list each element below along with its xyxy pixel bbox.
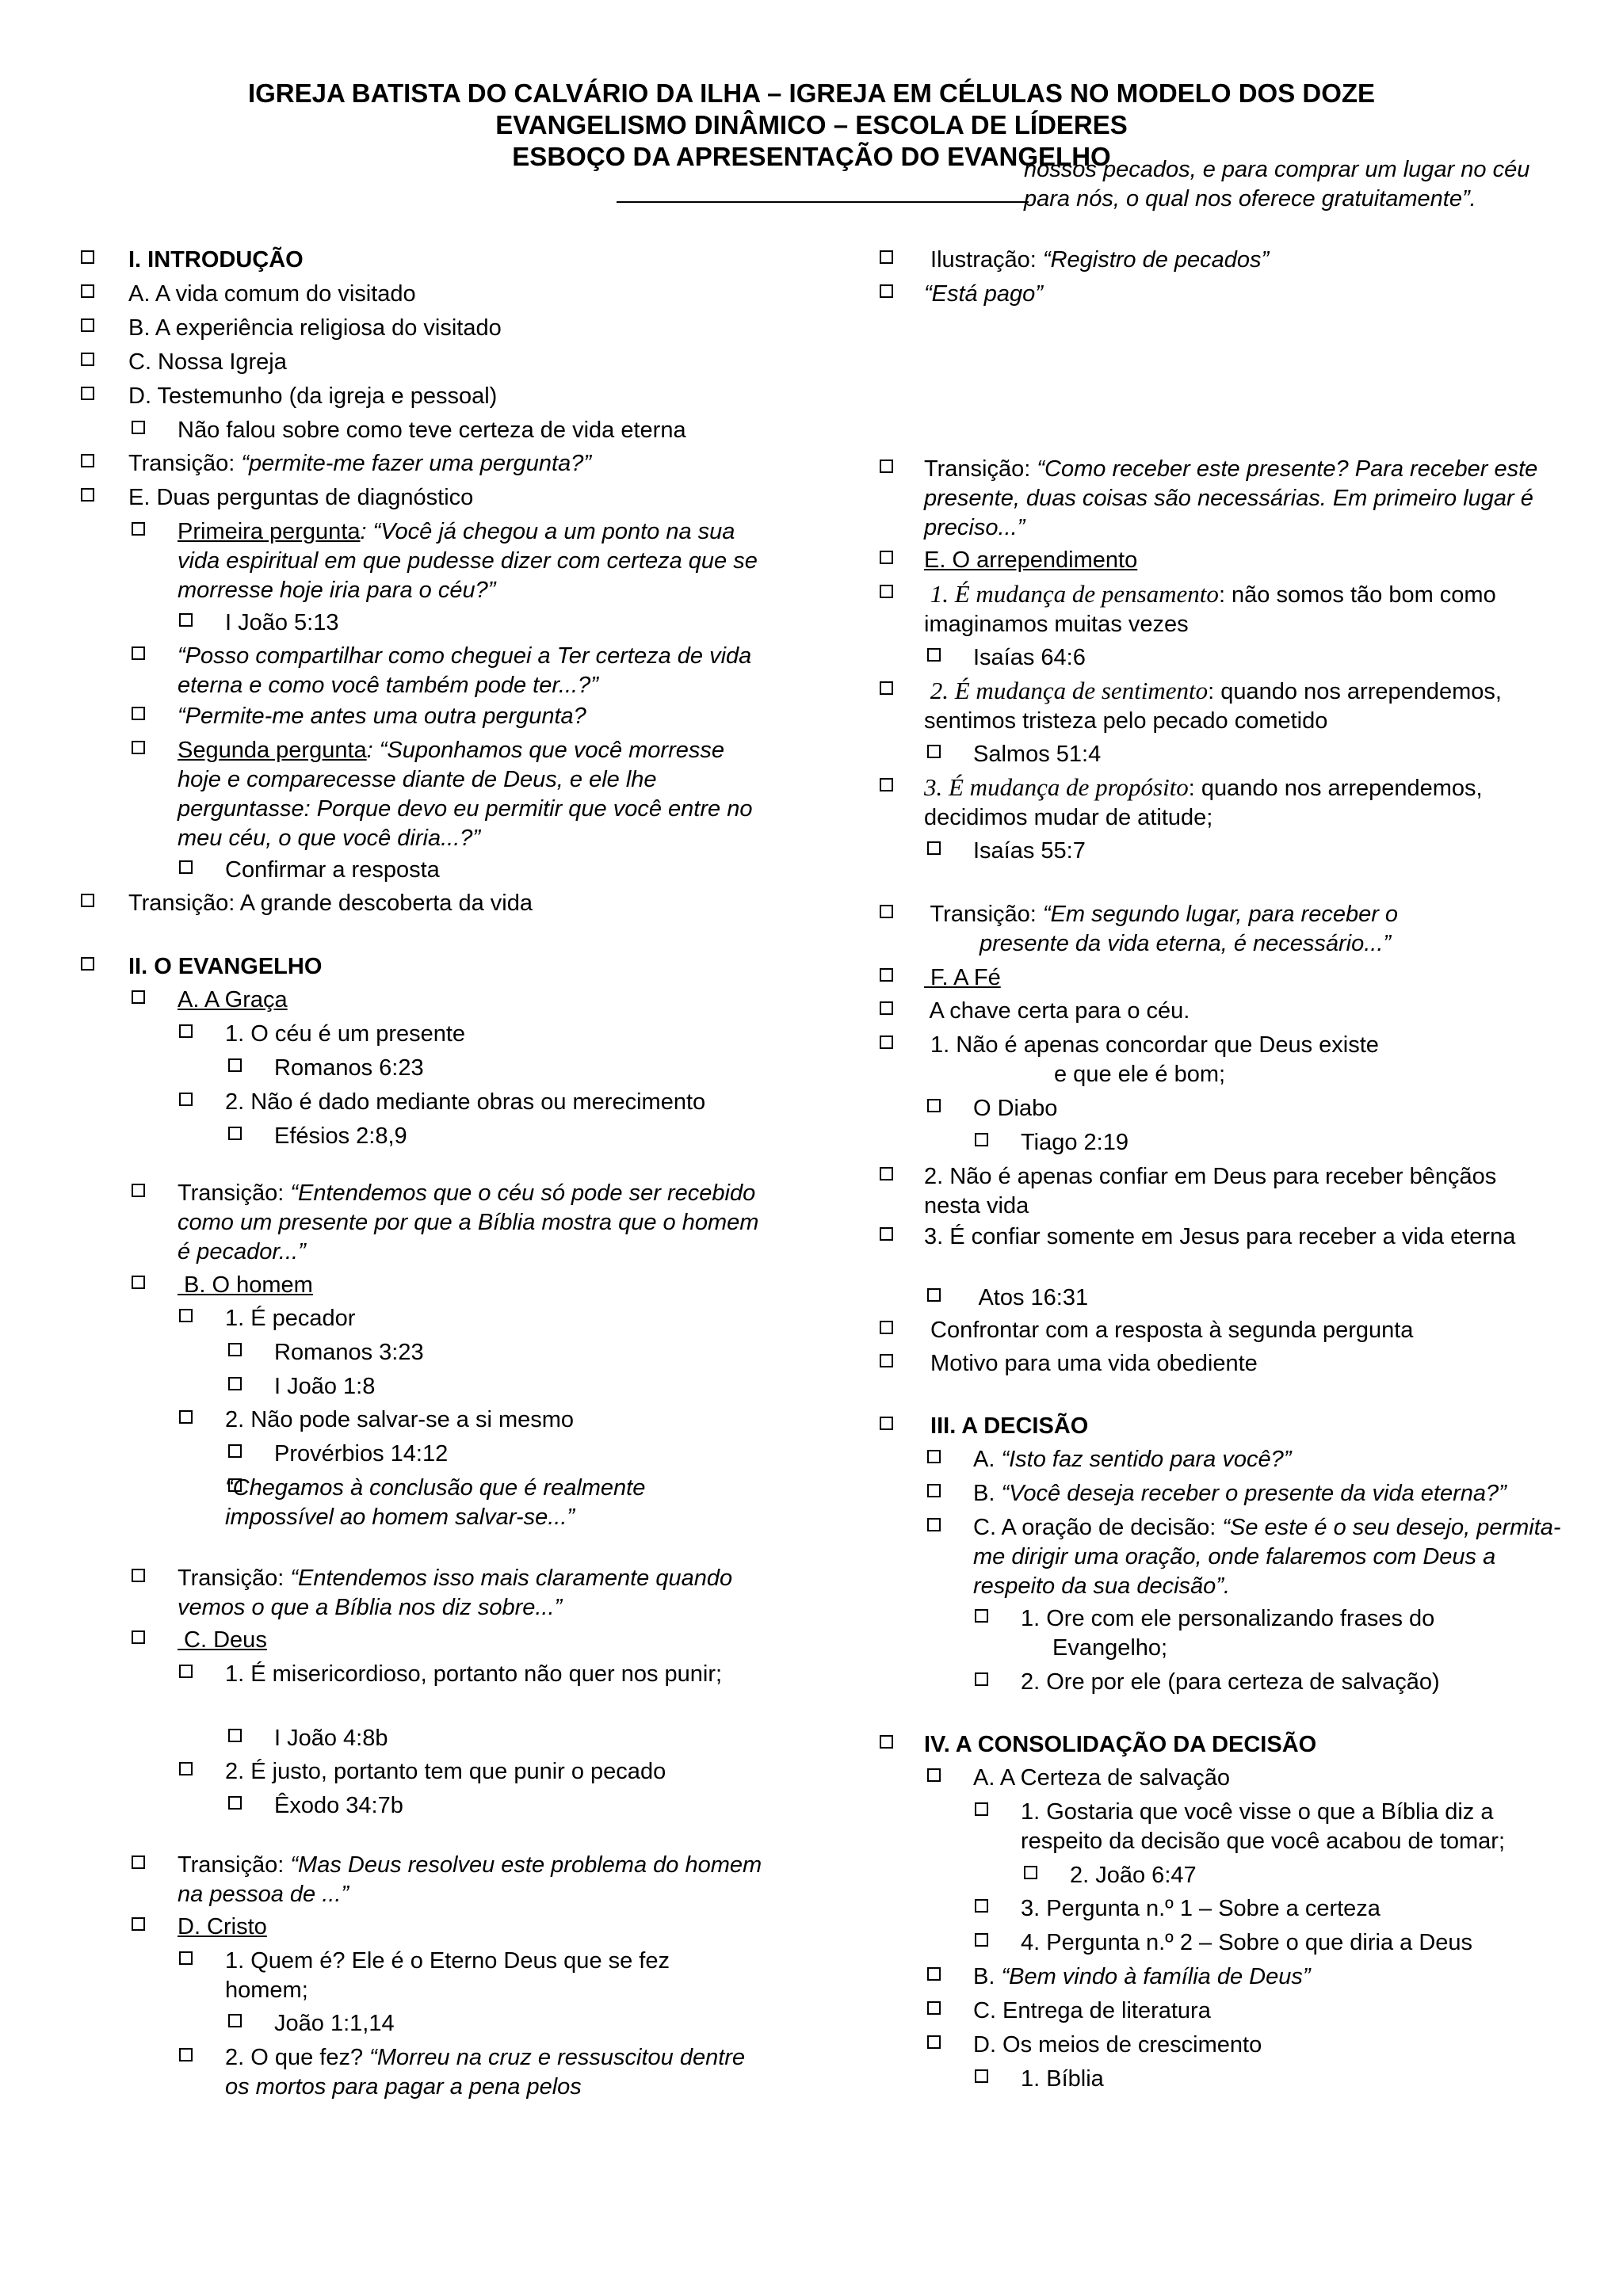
outline-item — [973, 1962, 1575, 1992]
checkbox[interactable] — [81, 894, 94, 907]
outline-item — [178, 736, 764, 853]
outline-item: O Diabo — [973, 1096, 1058, 1121]
checkbox[interactable] — [880, 968, 893, 982]
outline-item — [178, 1851, 764, 1909]
label: Transição: — [924, 902, 1043, 927]
checkbox[interactable] — [132, 646, 145, 660]
outline-item: Tiago 2:19 — [1021, 1130, 1128, 1155]
checkbox[interactable] — [179, 860, 193, 874]
outline-item: A. A Certeza de salvação — [973, 1765, 1231, 1791]
label: Primeira pergunta — [178, 519, 361, 544]
label: 2. O que fez? — [225, 2045, 370, 2070]
label: Transição: — [178, 1180, 291, 1206]
label: Transição: — [178, 1852, 291, 1878]
label: 2. É mudança de sentimento — [924, 677, 1209, 704]
checkbox[interactable] — [81, 353, 94, 366]
quote: “Bem vindo à família de Deus” — [1001, 1964, 1311, 1989]
outline-item: 3. Pergunta n.º 1 – Sobre a certeza — [1021, 1896, 1381, 1921]
outline-item: Salmos 51:4 — [973, 742, 1102, 767]
outline-item: 1. Gostaria que você visse o que a Bíblia diz a respeito da decisão que você acabou de tomar; — [1021, 1799, 1506, 1854]
outline-item: 2. João 6:47 — [1070, 1863, 1197, 1888]
outline-item: D. Cristo — [178, 1914, 267, 1939]
checkbox[interactable] — [132, 1276, 145, 1289]
outline-item: Efésios 2:8,9 — [274, 1123, 407, 1149]
outline-item: 1. Bíblia — [1021, 2066, 1104, 2092]
checkbox[interactable] — [81, 318, 94, 332]
checkbox[interactable] — [880, 1354, 893, 1367]
outline-item: E. O arrependimento — [924, 547, 1138, 573]
outline-item: B. O homem — [178, 1272, 313, 1298]
outline-item: Romanos 6:23 — [274, 1055, 424, 1081]
checkbox[interactable] — [132, 522, 145, 536]
checkbox[interactable] — [880, 905, 893, 918]
checkbox[interactable] — [880, 1035, 893, 1049]
checkbox[interactable] — [880, 460, 893, 473]
outline-item — [973, 1513, 1575, 1601]
outline-item: 1. Não é apenas concordar que Deus existe — [924, 1032, 1379, 1058]
checkbox[interactable] — [880, 1321, 893, 1334]
outline-item: 2. Ore por ele (para certeza de salvação) — [1021, 1669, 1440, 1695]
checkbox[interactable] — [927, 1099, 941, 1112]
checkbox[interactable] — [975, 1672, 988, 1686]
checkbox[interactable] — [81, 284, 94, 298]
checkbox[interactable] — [927, 1967, 941, 1981]
outline-item — [973, 1479, 1591, 1508]
quote: “Se este é o seu desejo, permita-me dirigir uma oração, onde falaremos com Deus a respeito da sua decisão”. — [973, 1515, 1561, 1599]
outline-item: Motivo para uma vida obediente — [924, 1351, 1258, 1376]
checkbox[interactable] — [132, 990, 145, 1004]
outline-item — [225, 1474, 732, 1532]
label: Ilustração: — [924, 247, 1043, 273]
checkbox[interactable] — [975, 1933, 988, 1947]
outline-item — [924, 246, 1574, 275]
quote: “Chegamos à conclusão que é realmente impossível ao homem salvar-se...” — [225, 1475, 646, 1530]
section-decisao-title: III. A DECISÃO — [924, 1413, 1089, 1439]
checkbox[interactable] — [132, 1855, 145, 1869]
checkbox[interactable] — [880, 1417, 893, 1430]
checkbox[interactable] — [81, 250, 94, 264]
header-line-3: ESBOÇO DA APRESENTAÇÃO DO EVANGELHO — [512, 142, 1111, 171]
outline-item: E. Duas perguntas de diagnóstico — [128, 485, 474, 510]
label: A. — [973, 1447, 1002, 1472]
checkbox[interactable] — [81, 488, 94, 502]
header-line-1: IGREJA BATISTA DO CALVÁRIO DA ILHA – IGREJA EM CÉLULAS NO MODELO DOS DOZE — [247, 78, 1376, 108]
checkbox[interactable] — [179, 1024, 193, 1038]
checkbox[interactable] — [927, 2001, 941, 2015]
checkbox[interactable] — [179, 1951, 193, 1965]
checkbox[interactable] — [228, 1343, 242, 1356]
checkbox[interactable] — [975, 1899, 988, 1913]
quote: : “Suponhamos que você morresse hoje e comparecesse diante de Deus, e ele lhe perguntasse: Porque devo eu permitir que você entre no meu céu, o que você diria...?” — [178, 738, 753, 851]
outline-item: 1. Ore com ele personalizando frases do — [1021, 1606, 1435, 1631]
section-evangelho-title: II. O EVANGELHO — [128, 954, 323, 979]
outline-item: 4. Pergunta n.º 2 – Sobre o que diria a Deus — [1021, 1930, 1473, 1955]
checkbox[interactable] — [81, 387, 94, 400]
quote: “Como receber este presente? Para receber este presente, duas coisas são necessárias. Em primeiro lugar é preciso...” — [924, 456, 1538, 540]
outline-item — [924, 579, 1558, 639]
checkbox[interactable] — [132, 1630, 145, 1644]
checkbox[interactable] — [132, 707, 145, 720]
outline-item: Provérbios 14:12 — [274, 1441, 449, 1466]
outline-item: 1. É misericordioso, portanto não quer nos punir; — [225, 1661, 723, 1687]
checkbox[interactable] — [880, 250, 893, 264]
quote: “Mas Deus resolveu este problema do homem na pessoa de ...” — [178, 1852, 762, 1907]
overflow-text: nossos pecados, e para comprar um lugar no céu para nós, o qual nos oferece gratuitamente”. — [1024, 157, 1530, 212]
outline-item: I João 5:13 — [225, 610, 339, 635]
outline-item — [178, 1564, 764, 1623]
checkbox[interactable] — [927, 1484, 941, 1497]
quote: “Registro de pecados” — [1042, 247, 1270, 273]
outline-item — [128, 449, 747, 479]
checkbox[interactable] — [132, 1569, 145, 1582]
quote: “Entendemos isso mais claramente quando vemos o que a Bíblia nos diz sobre...” — [178, 1566, 733, 1620]
outline-item: Confirmar a resposta — [225, 857, 440, 883]
outline-item: 2. Não é apenas confiar em Deus para receber bênçãos nesta vida — [924, 1164, 1497, 1219]
quote: “Em segundo lugar, para receber o — [1042, 902, 1399, 927]
checkbox[interactable] — [927, 648, 941, 662]
checkbox[interactable] — [228, 1127, 242, 1140]
text: : quando nos arrependemos, sentimos tristeza pelo pecado cometido — [924, 679, 1502, 734]
section-intro-title: I. INTRODUÇÃO — [128, 247, 304, 273]
outline-item: Atos 16:31 — [973, 1285, 1089, 1310]
checkbox[interactable] — [179, 1762, 193, 1775]
checkbox[interactable] — [927, 2035, 941, 2049]
checkbox[interactable] — [132, 421, 145, 434]
label: 1. É mudança de pensamento — [924, 580, 1219, 608]
outline-item: “Posso compartilhar como cheguei a Ter certeza de vida eterna e como você também pode ter...?” — [178, 643, 752, 698]
label: 3. É mudança de propósito — [924, 773, 1189, 801]
outline-item: C. Deus — [178, 1627, 267, 1653]
outline-item-continued: presente da vida eterna, é necessário...” — [980, 931, 1392, 956]
checkbox[interactable] — [975, 1609, 988, 1623]
outline-item: “Está pago” — [924, 281, 1043, 307]
checkbox[interactable] — [132, 1184, 145, 1197]
outline-item-continued: Evangelho; — [1052, 1635, 1168, 1661]
outline-item: F. A Fé — [924, 965, 1001, 990]
outline-item: “Permite-me antes uma outra pergunta? — [178, 704, 586, 729]
checkbox[interactable] — [880, 1227, 893, 1241]
checkbox[interactable] — [179, 613, 193, 627]
quote: “Isto faz sentido para você?” — [1001, 1447, 1292, 1472]
outline-item: 2. É justo, portanto tem que punir o pecado — [225, 1759, 666, 1784]
checkbox[interactable] — [975, 2069, 988, 2083]
checkbox[interactable] — [927, 1450, 941, 1463]
outline-item: Êxodo 34:7b — [274, 1793, 403, 1818]
outline-item: D. Os meios de crescimento — [973, 2032, 1262, 2058]
outline-item: 1. Quem é? Ele é o Eterno Deus que se fez homem; — [225, 1948, 670, 2003]
outline-item — [225, 2043, 748, 2102]
text: : quando nos arrependemos, decidimos mudar de atitude; — [924, 776, 1483, 830]
checkbox[interactable] — [880, 585, 893, 598]
outline-item: Não falou sobre como teve certeza de vida eterna — [178, 418, 686, 443]
checkbox[interactable] — [880, 1001, 893, 1015]
label: Segunda pergunta — [178, 738, 367, 763]
checkbox[interactable] — [81, 454, 94, 467]
quote: “Você deseja receber o presente da vida eterna?” — [1001, 1481, 1507, 1506]
checkbox[interactable] — [880, 1735, 893, 1749]
checkbox[interactable] — [228, 1796, 242, 1810]
label: B. — [973, 1481, 1002, 1506]
checkbox[interactable] — [179, 1410, 193, 1424]
checkbox[interactable] — [228, 1444, 242, 1458]
checkbox[interactable] — [927, 1288, 941, 1302]
checkbox[interactable] — [880, 681, 893, 695]
quote: “permite-me fazer uma pergunta?” — [241, 451, 592, 476]
checkbox[interactable] — [179, 1309, 193, 1322]
checkbox[interactable] — [880, 778, 893, 791]
checkbox[interactable] — [975, 1802, 988, 1816]
outline-item — [973, 1445, 1575, 1474]
outline-item: A. A vida comum do visitado — [128, 281, 416, 307]
section-consolidacao-title: IV. A CONSOLIDAÇÃO DA DECISÃO — [924, 1732, 1317, 1757]
label: Transição: — [128, 451, 242, 476]
checkbox[interactable] — [132, 1917, 145, 1931]
label: B. — [973, 1964, 1002, 1989]
header-rule — [617, 201, 1029, 203]
outline-item: 1. O céu é um presente — [225, 1021, 466, 1047]
outline-item-continued: e que ele é bom; — [1054, 1062, 1226, 1087]
checkbox[interactable] — [927, 1518, 941, 1531]
outline-item: João 1:1,14 — [274, 2011, 395, 2036]
outline-item: I João 4:8b — [274, 1726, 388, 1751]
label: C. A oração de decisão: — [973, 1515, 1223, 1540]
outline-item — [924, 455, 1558, 543]
outline-item — [178, 1179, 764, 1267]
outline-item — [924, 676, 1558, 736]
outline-item: I João 1:8 — [274, 1374, 376, 1399]
quote: “Entendemos que o céu só pode ser recebido como um presente por que a Bíblia mostra que o homem é pecador...” — [178, 1180, 759, 1264]
quote: : “Você já chegou a um ponto na sua vida espiritual em que pudesse dizer com certeza que se morresse hoje iria para o céu?” — [178, 519, 758, 603]
header-line-2: EVANGELISMO DINÂMICO – ESCOLA DE LÍDERES — [495, 110, 1128, 139]
label: Transição: — [178, 1566, 291, 1591]
outline-item: Romanos 3:23 — [274, 1340, 424, 1365]
checkbox[interactable] — [132, 741, 145, 754]
checkbox[interactable] — [1024, 1866, 1037, 1879]
outline-item: Isaías 64:6 — [973, 645, 1086, 670]
outline-item: Isaías 55:7 — [973, 838, 1086, 864]
checkbox[interactable] — [228, 1058, 242, 1072]
outline-item: D. Testemunho (da igreja e pessoal) — [128, 383, 498, 409]
outline-item — [924, 900, 1558, 929]
checkbox[interactable] — [179, 1093, 193, 1106]
checkbox[interactable] — [81, 957, 94, 971]
outline-item: 3. É confiar somente em Jesus para receber a vida eterna — [924, 1224, 1516, 1249]
checkbox[interactable] — [880, 551, 893, 564]
outline-item: A. A Graça — [178, 987, 288, 1013]
outline-item — [178, 517, 764, 605]
checkbox[interactable] — [927, 841, 941, 855]
outline-item: C. Nossa Igreja — [128, 349, 287, 375]
checkbox[interactable] — [179, 2048, 193, 2061]
checkbox[interactable] — [927, 1768, 941, 1782]
checkbox[interactable] — [975, 1133, 988, 1146]
quote: “Morreu na cruz e ressuscitou dentre os mortos para pagar a pena pelos — [225, 2045, 746, 2100]
label: Transição: — [924, 456, 1037, 482]
outline-item: 2. Não pode salvar-se a si mesmo — [225, 1407, 575, 1432]
outline-item: Transição: A grande descoberta da vida — [128, 891, 533, 916]
outline-item: 2. Não é dado mediante obras ou merecimento — [225, 1089, 706, 1115]
checkbox[interactable] — [880, 1167, 893, 1180]
outline-item: C. Entrega de literatura — [973, 1998, 1211, 2023]
checkbox[interactable] — [179, 1665, 193, 1678]
outline-item — [924, 772, 1558, 833]
checkbox[interactable] — [228, 1729, 242, 1742]
outline-item: A chave certa para o céu. — [924, 998, 1190, 1024]
checkbox[interactable] — [228, 2014, 242, 2027]
outline-item: B. A experiência religiosa do visitado — [128, 315, 502, 341]
outline-item: Confrontar com a resposta à segunda pergunta — [924, 1318, 1414, 1343]
checkbox[interactable] — [228, 1377, 242, 1390]
text: : não somos tão bom como imaginamos muitas vezes — [924, 582, 1496, 637]
outline-item: 1. É pecador — [225, 1306, 356, 1331]
checkbox[interactable] — [880, 284, 893, 298]
checkbox[interactable] — [927, 745, 941, 758]
